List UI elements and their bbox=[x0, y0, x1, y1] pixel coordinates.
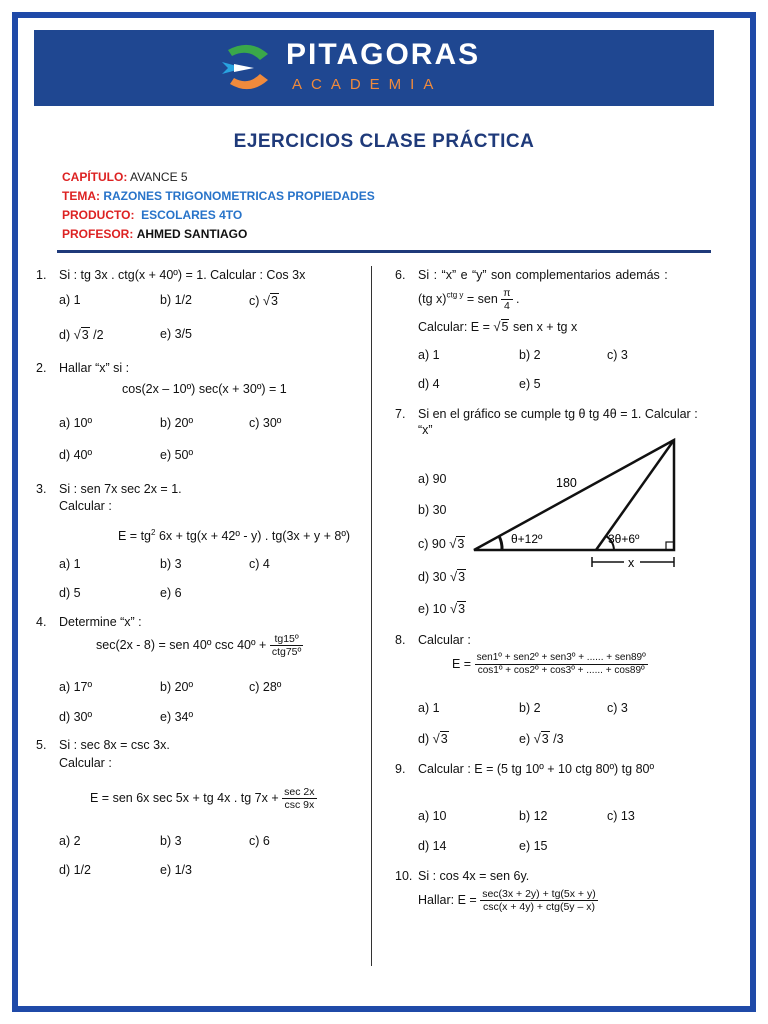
column-divider bbox=[371, 266, 372, 966]
side-label-180: 180 bbox=[556, 476, 577, 490]
sqrt-symbol: √3 bbox=[449, 569, 466, 584]
fraction: $\frac{\text{sen1º + sen2º + sen3º + ...... + sen89º}}{\text{cos1º + cos2º + cos3º + ...... + cos89º}}$ bbox=[476, 652, 646, 676]
document-title: EJERCICIOS CLASE PRÁCTICA bbox=[233, 131, 535, 152]
sqrt-symbol: √3 bbox=[449, 601, 466, 616]
header-divider bbox=[57, 250, 711, 253]
fraction: $\frac{\sec 2x}{\csc 9x}$ bbox=[284, 786, 315, 811]
sqrt-symbol: √5 bbox=[493, 319, 509, 334]
header-banner bbox=[34, 30, 714, 106]
meta-capitulo: CAPÍTULO: AVANCE 5 bbox=[62, 170, 188, 184]
angle-label-2: 3θ+6º bbox=[608, 532, 640, 546]
angle-label-1: θ+12º bbox=[511, 532, 543, 546]
sqrt-symbol: √3 bbox=[533, 731, 549, 746]
sqrt-symbol: √3 bbox=[73, 327, 89, 342]
outer-triangle bbox=[474, 440, 674, 550]
fraction: $\frac{\text{tg15º}}{\text{ctg75º}}$ bbox=[271, 633, 302, 658]
x-dimension-label: x bbox=[628, 556, 635, 570]
brand-subtitle: ACADEMIA bbox=[292, 76, 443, 93]
sqrt-symbol: √3 bbox=[262, 293, 278, 308]
sqrt-symbol: √3 bbox=[449, 536, 465, 551]
meta-profesor: PROFESOR: AHMED SANTIAGO bbox=[62, 227, 248, 241]
pitagoras-logo-icon bbox=[220, 40, 280, 96]
angle-arc-1 bbox=[499, 536, 502, 550]
fraction: $\frac{\sec(3x + 2y) + tg(5x + y)}{\text{csc(x + 4y) + ctg(5y – x)}}$ bbox=[482, 888, 596, 913]
triangle-diagram bbox=[466, 430, 686, 575]
sqrt-symbol: √3 bbox=[432, 731, 448, 746]
fraction: $\frac{\pi}{4}$ bbox=[503, 287, 511, 312]
meta-tema: TEMA: RAZONES TRIGONOMETRICAS PROPIEDADES bbox=[62, 189, 375, 203]
meta-producto: PRODUCTO: ESCOLARES 4TO bbox=[62, 208, 243, 222]
brand-name: PITAGORAS bbox=[286, 38, 481, 71]
